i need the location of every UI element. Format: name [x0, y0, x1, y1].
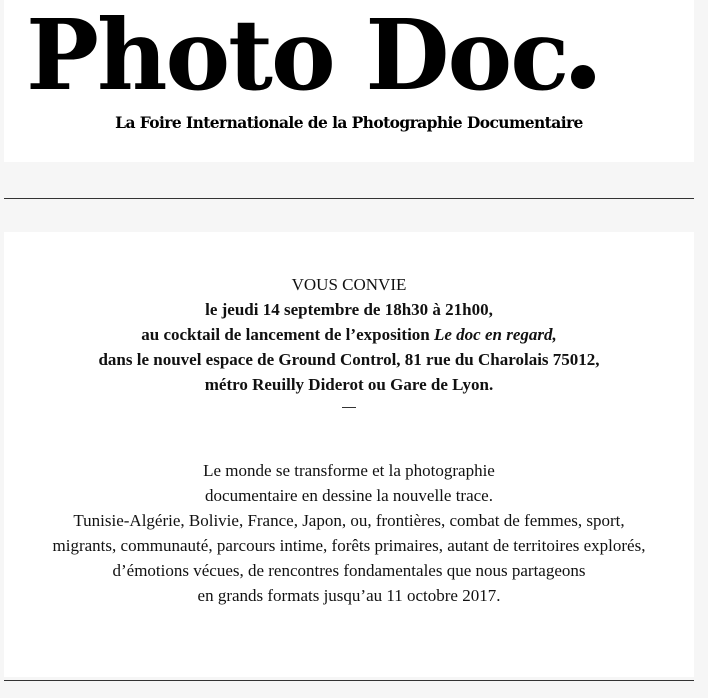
description-line: Tunisie-Algérie, Bolivie, France, Japon, ou, frontières, combat de femmes, sport,	[73, 511, 625, 530]
fair-tagline: La Foire Internationale de la Photographie Documentaire	[115, 113, 583, 132]
top-divider	[4, 198, 694, 199]
invite-heading: VOUS CONVIE	[291, 275, 407, 294]
invite-date: le jeudi 14 septembre de 18h30 à 21h00,	[205, 300, 493, 319]
invite-metro: métro Reuilly Diderot ou Gare de Lyon.	[204, 375, 494, 394]
description-block	[4, 458, 694, 608]
logo-dot-icon	[571, 65, 595, 89]
section-separator	[342, 407, 356, 408]
photo-doc-logo	[26, 0, 595, 112]
description-line: en grands formats jusqu’au 11 octobre 2017.	[197, 586, 501, 605]
invite-event-prefix: au cocktail de lancement de l’exposition	[141, 325, 434, 344]
logo-text: Photo Doc	[26, 0, 568, 112]
invitation-block	[4, 272, 694, 408]
bottom-divider	[4, 680, 694, 681]
invite-venue: dans le nouvel espace de Ground Control, 81 rue du Charolais 75012,	[98, 350, 600, 369]
invite-event	[4, 322, 694, 347]
header-banner	[4, 0, 694, 162]
exhibition-title: Le doc en regard,	[434, 325, 557, 344]
description-line: documentaire en dessine la nouvelle trace.	[205, 486, 493, 505]
description-line: migrants, communauté, parcours intime, forêts primaires, autant de territoires explorés,	[52, 536, 646, 555]
description-line: d’émotions vécues, de rencontres fondamentales que nous partageons	[112, 561, 586, 580]
invitation-body	[4, 232, 694, 677]
description-line: Le monde se transforme et la photographie	[203, 461, 495, 480]
